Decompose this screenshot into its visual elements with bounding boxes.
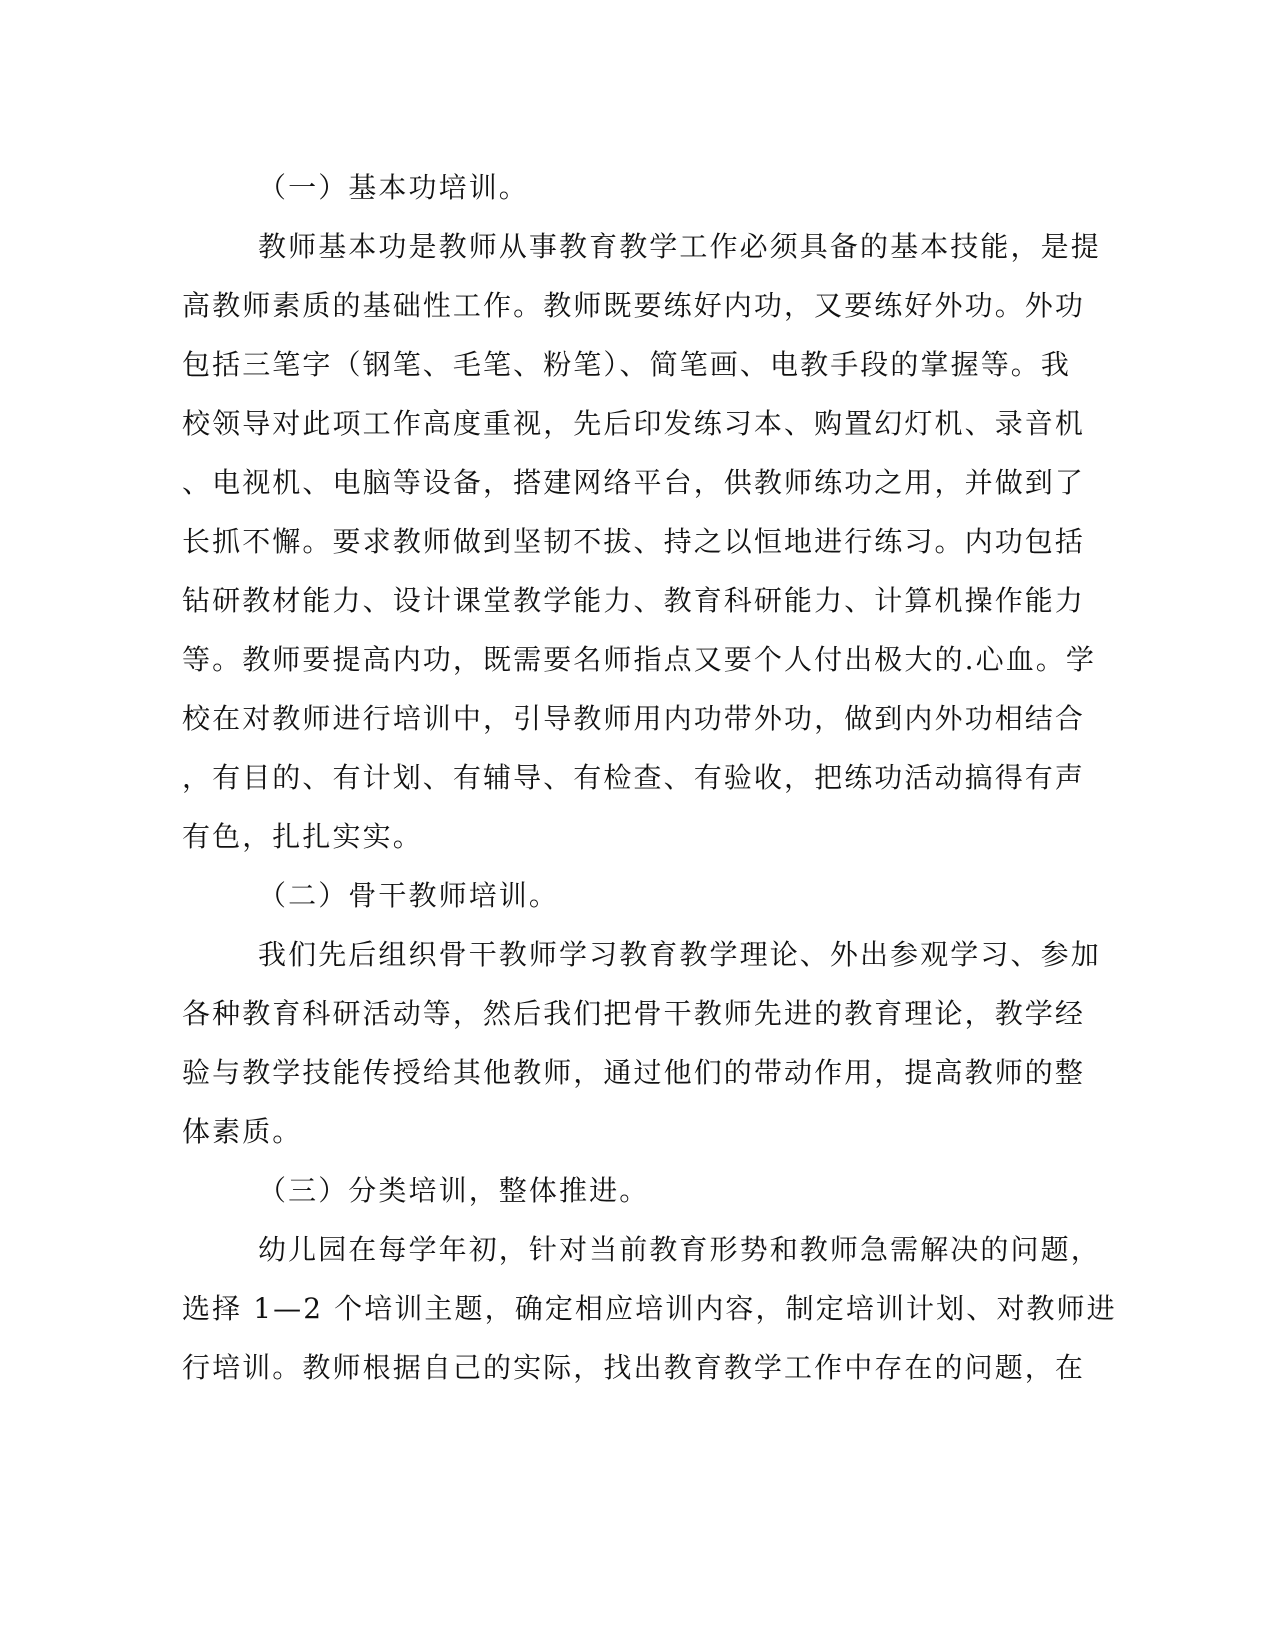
paragraph-line: ，有目的、有计划、有辅导、有检查、有验收，把练功活动搞得有声 xyxy=(182,761,1086,794)
paragraph-line: 、电视机、电脑等设备，搭建网络平台，供教师练功之用，并做到了 xyxy=(182,466,1086,499)
paragraph-line: 校领导对此项工作高度重视，先后印发练习本、购置幻灯机、录音机 xyxy=(182,407,1086,440)
section-heading-classified-training: （三）分类培训，整体推进。 xyxy=(258,1174,650,1207)
paragraph-line: 包括三笔字（钢笔、毛笔、粉笔）、简笔画、电教手段的掌握等。我 xyxy=(182,348,1072,381)
paragraph-line: 我们先后组织骨干教师学习教育教学理论、外出参观学习、参加 xyxy=(258,938,1101,971)
paragraph-line: 有色，扎扎实实。 xyxy=(182,820,423,853)
paragraph-line: 教师基本功是教师从事教育教学工作必须具备的基本技能，是提 xyxy=(258,230,1101,263)
paragraph-line: 长抓不懈。要求教师做到坚韧不拔、持之以恒地进行练习。内功包括 xyxy=(182,525,1086,558)
paragraph-line: 高教师素质的基础性工作。教师既要练好内功，又要练好外功。外功 xyxy=(182,289,1086,322)
paragraph-line: 等。教师要提高内功，既需要名师指点又要个人付出极大的.心血。学 xyxy=(182,643,1097,676)
paragraph-line: 验与教学技能传授给其他教师，通过他们的带动作用，提高教师的整 xyxy=(182,1056,1086,1089)
paragraph-line: 各种教育科研活动等，然后我们把骨干教师先进的教育理论，教学经 xyxy=(182,997,1086,1030)
section-heading-key-teachers: （二）骨干教师培训。 xyxy=(258,879,560,912)
paragraph-line: 幼儿园在每学年初，针对当前教育形势和教师急需解决的问题， xyxy=(258,1233,1101,1266)
paragraph-line: 选择 1—2 个培训主题，确定相应培训内容，制定培训计划、对教师进 xyxy=(182,1292,1117,1325)
paragraph-line: 行培训。教师根据自己的实际，找出教育教学工作中存在的问题，在 xyxy=(182,1351,1086,1384)
paragraph-line: 体素质。 xyxy=(182,1115,303,1148)
paragraph-line: 钻研教材能力、设计课堂教学能力、教育科研能力、计算机操作能力 xyxy=(182,584,1086,617)
paragraph-line: 校在对教师进行培训中，引导教师用内功带外功，做到内外功相结合 xyxy=(182,702,1086,735)
section-heading-basic-skills: （一）基本功培训。 xyxy=(258,171,529,204)
document-page xyxy=(182,158,1117,1397)
